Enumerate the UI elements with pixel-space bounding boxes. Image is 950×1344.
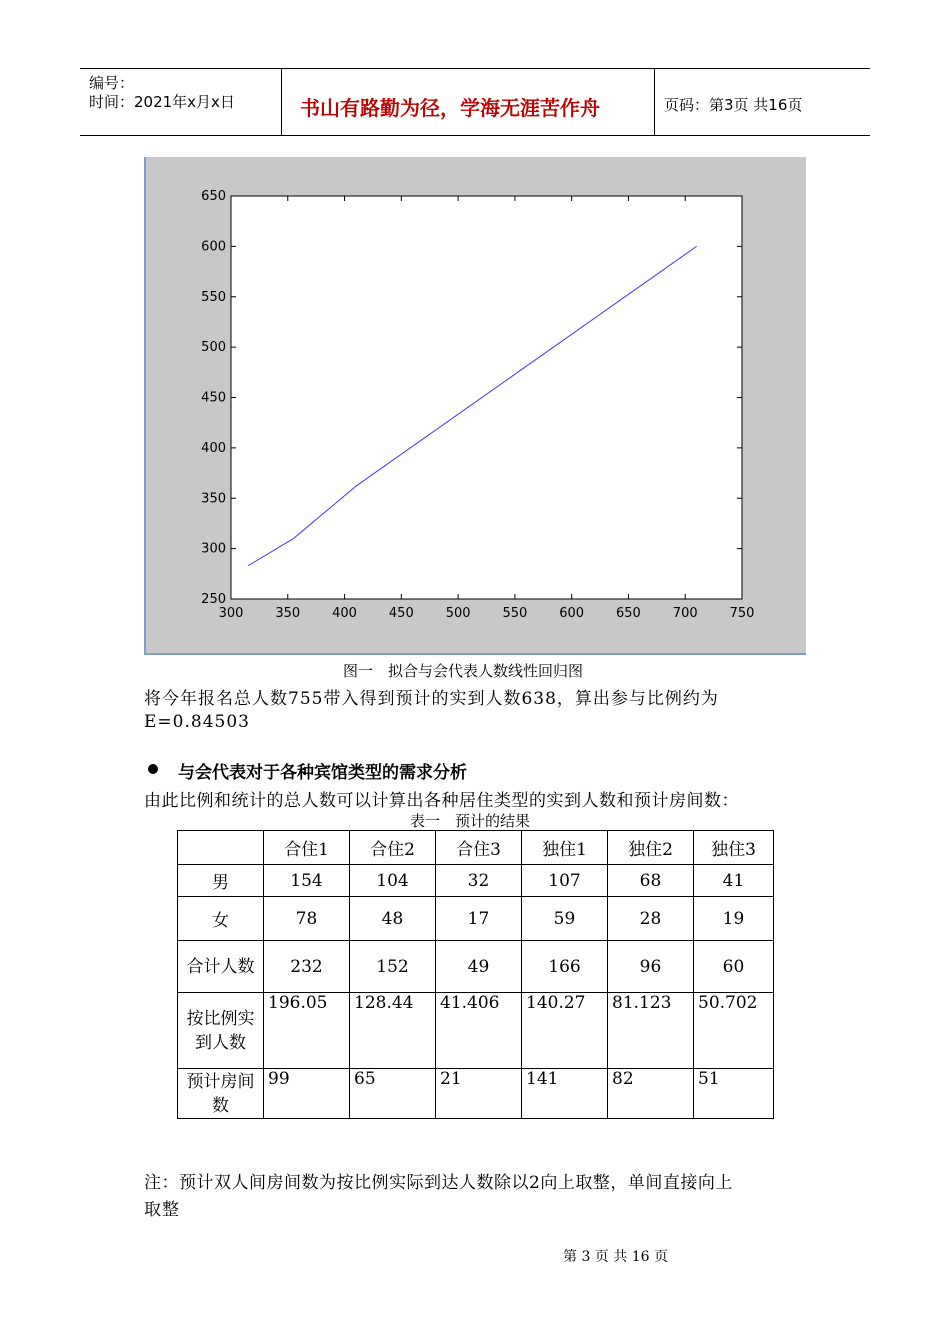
table-cell: 104 — [350, 865, 436, 897]
table-cell: 28 — [608, 897, 694, 941]
row-label: 男 — [178, 865, 264, 897]
table-cell: 128.44 — [350, 993, 436, 1069]
table-header-row — [178, 831, 774, 865]
x-tick-label: 650 — [616, 606, 641, 621]
table-cell: 41.406 — [436, 993, 522, 1069]
table-row — [178, 993, 774, 1069]
table-cell: 21 — [436, 1069, 522, 1119]
x-tick-label: 350 — [275, 606, 301, 621]
table-cell: 51 — [694, 1069, 774, 1119]
x-tick-label: 750 — [729, 606, 755, 621]
table-cell: 96 — [608, 941, 694, 993]
table-cell: 152 — [350, 941, 436, 993]
table-cell: 81.123 — [608, 993, 694, 1069]
table-cell: 99 — [264, 1069, 350, 1119]
table-header-cell: 合住3 — [436, 831, 522, 865]
row-label: 预计房间数 — [178, 1069, 264, 1119]
y-tick-label: 500 — [201, 340, 226, 356]
table-cell: 49 — [436, 941, 522, 993]
table-row — [178, 1069, 774, 1119]
table-header-cell: 合住1 — [264, 831, 350, 865]
note-line: 取整 — [144, 1200, 180, 1220]
date-label: 时间：2021年x月x日 — [89, 93, 235, 111]
x-tick-label: 550 — [502, 606, 528, 621]
table-header-cell — [178, 831, 264, 865]
y-tick-label: 550 — [201, 289, 226, 305]
paragraph-line: E=0.84503 — [144, 712, 250, 732]
table-cell: 41 — [694, 865, 774, 897]
note-line: 注：预计双人间房间数为按比例实际到达人数除以2向上取整，单间直接向上 — [144, 1173, 733, 1193]
table-cell: 196.05 — [264, 993, 350, 1069]
table-cell: 141 — [522, 1069, 608, 1119]
table-cell: 17 — [436, 897, 522, 941]
x-tick-label: 300 — [218, 606, 244, 621]
x-tick-label: 400 — [332, 606, 357, 621]
y-tick-label: 350 — [201, 491, 226, 507]
x-tick-label: 600 — [559, 606, 585, 621]
y-tick-label: 450 — [201, 390, 226, 406]
x-tick-label: 450 — [388, 606, 414, 621]
paragraph-line: 由此比例和统计的总人数可以计算出各种居住类型的实到人数和预计房间数： — [144, 791, 739, 811]
table-header-cell: 合住2 — [350, 831, 436, 865]
doc-number-label: 编号： — [89, 74, 135, 92]
row-label: 合计人数 — [178, 941, 264, 993]
table-cell: 140.27 — [522, 993, 608, 1069]
x-tick-label: 500 — [445, 606, 471, 621]
page-footer: 第 3 页 共 16 页 — [563, 1249, 668, 1265]
row-label: 按比例实到人数 — [178, 993, 264, 1069]
table-row — [178, 897, 774, 941]
table-cell: 65 — [350, 1069, 436, 1119]
table-caption: 表一 预计的结果 — [410, 812, 531, 830]
table-cell: 107 — [522, 865, 608, 897]
y-tick-label: 600 — [201, 239, 226, 255]
table-row — [178, 941, 774, 993]
plot-area — [231, 196, 742, 599]
page-info: 页码：第3页 共16页 — [664, 96, 803, 114]
header-motto: 书山有路勤为径，学海无涯苦作舟 — [300, 96, 600, 120]
table-cell: 50.702 — [694, 993, 774, 1069]
y-tick-label: 300 — [201, 541, 226, 557]
table-cell: 154 — [264, 865, 350, 897]
table-cell: 82 — [608, 1069, 694, 1119]
table-cell: 78 — [264, 897, 350, 941]
paragraph-line: 将今年报名总人数755带入得到预计的实到人数638，算出参与比例约为 — [144, 689, 719, 709]
table-cell: 19 — [694, 897, 774, 941]
table-cell: 59 — [522, 897, 608, 941]
figure-caption: 图一 拟合与会代表人数线性回归图 — [343, 662, 584, 680]
table-cell: 232 — [264, 941, 350, 993]
x-tick-label: 700 — [672, 606, 698, 621]
table-cell: 48 — [350, 897, 436, 941]
table-cell: 32 — [436, 865, 522, 897]
table-header-cell: 独住1 — [522, 831, 608, 865]
table-header-cell: 独住2 — [608, 831, 694, 865]
bullet-icon — [148, 764, 158, 774]
table-row — [178, 865, 774, 897]
section-heading: 与会代表对于各种宾馆类型的需求分析 — [178, 763, 467, 783]
table-cell: 68 — [608, 865, 694, 897]
results-table — [177, 830, 774, 1119]
table-header-cell: 独住3 — [694, 831, 774, 865]
y-tick-label: 650 — [201, 189, 226, 204]
row-label: 女 — [178, 897, 264, 941]
y-tick-label: 400 — [201, 440, 226, 456]
table-cell: 166 — [522, 941, 608, 993]
y-tick-label: 250 — [201, 592, 226, 607]
table-cell: 60 — [694, 941, 774, 993]
